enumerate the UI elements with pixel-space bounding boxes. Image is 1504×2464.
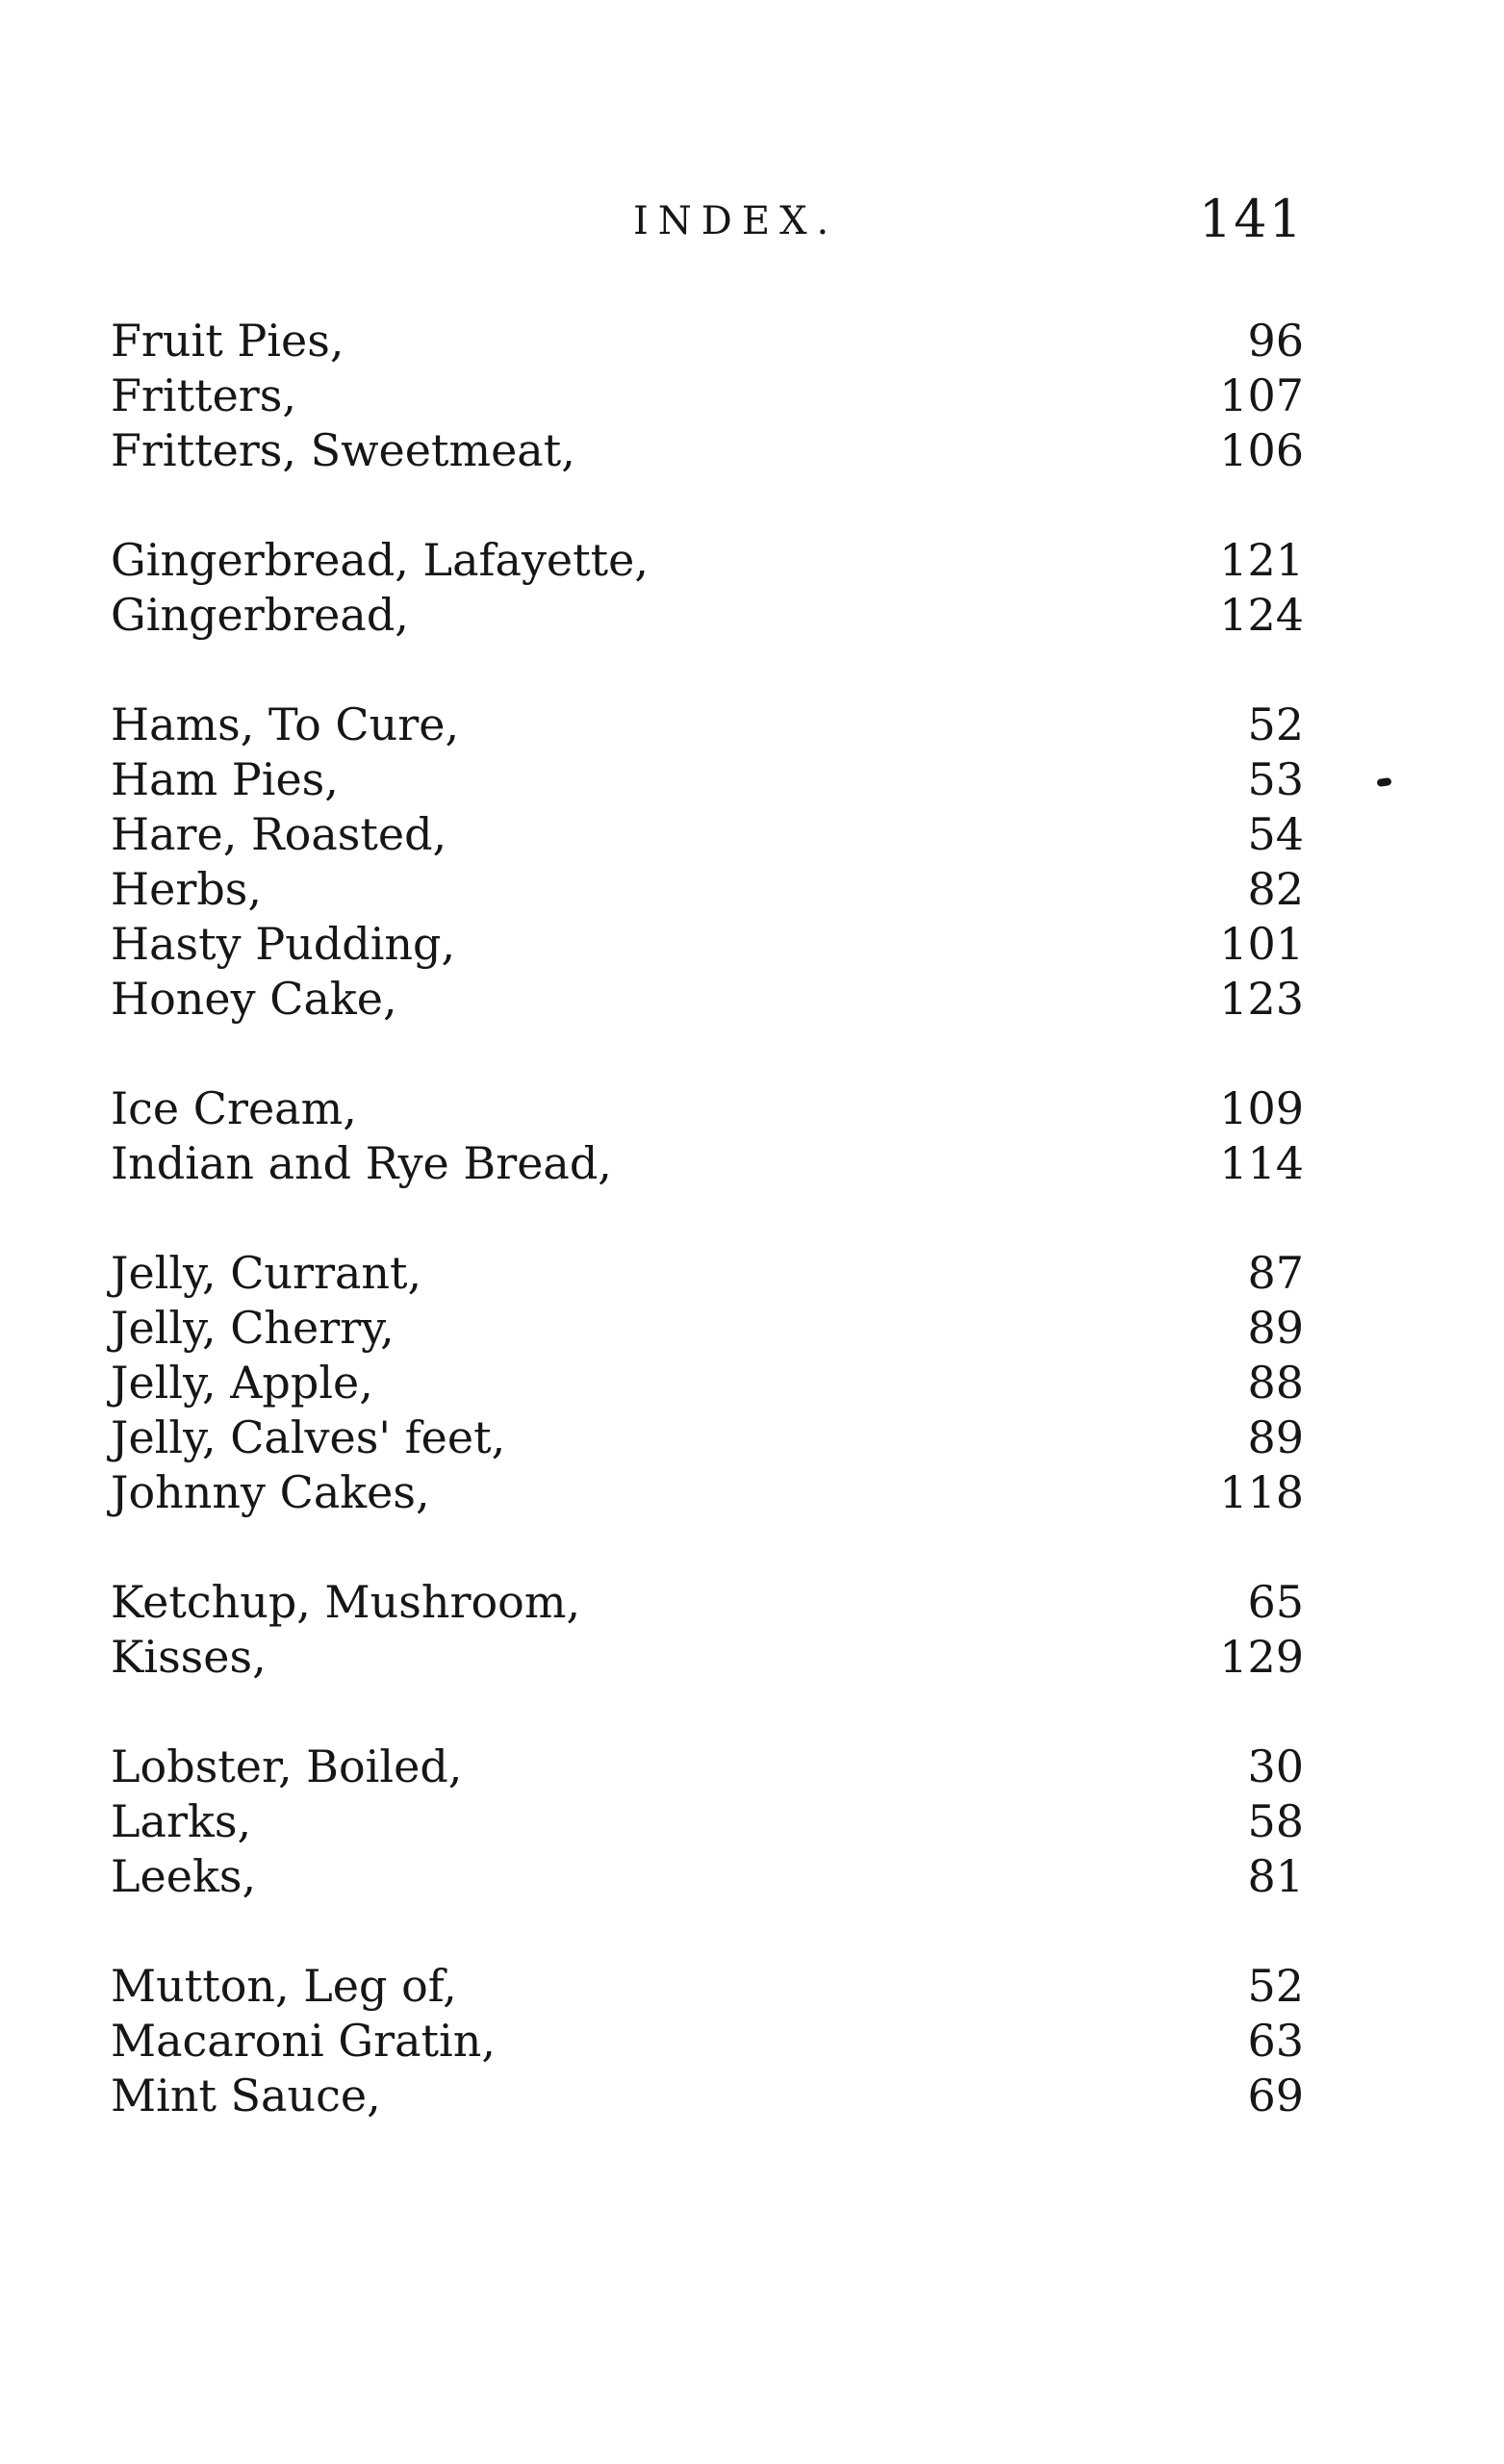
index-entry: [111, 2014, 1304, 2069]
dot-leader: [395, 1301, 1211, 1356]
entry-page-number: 96: [1247, 315, 1304, 367]
entry-label: Ham Pies,: [111, 753, 339, 805]
index-entry: [111, 1465, 1304, 1520]
entry-page-number: 89: [1247, 1302, 1304, 1354]
index-entry: [111, 588, 1304, 643]
entry-page-number: 129: [1219, 1631, 1304, 1683]
index-group-m: [111, 1959, 1304, 2123]
dot-leader: [649, 533, 1211, 588]
dot-leader: [496, 2014, 1211, 2069]
index-group-f: [111, 314, 1304, 478]
entry-page-number: 123: [1219, 973, 1304, 1025]
entry-page-number: 81: [1247, 1850, 1304, 1902]
entry-label: Jelly, Calves' feet,: [111, 1411, 506, 1463]
index-entry: [111, 1849, 1304, 1904]
index-entry: [111, 314, 1304, 368]
index-entry: [111, 1630, 1304, 1685]
entry-label: Mutton, Leg of,: [111, 1960, 457, 2012]
entry-label: Fruit Pies,: [111, 315, 344, 367]
entry-label: Jelly, Currant,: [111, 1247, 422, 1299]
dot-leader: [357, 1081, 1211, 1136]
entry-page-number: 88: [1247, 1357, 1304, 1409]
index-entry: [111, 1959, 1304, 2014]
index-entry: [111, 1410, 1304, 1465]
index-group-g: [111, 533, 1304, 643]
dot-leader: [612, 1136, 1211, 1191]
dot-leader: [381, 2069, 1211, 2123]
dot-leader: [267, 1630, 1211, 1685]
folio-page-number: 141: [1198, 189, 1304, 249]
entry-page-number: 69: [1247, 2070, 1304, 2121]
entry-page-number: 63: [1247, 2015, 1304, 2067]
stray-ink-mark: [1377, 777, 1392, 787]
dot-leader: [455, 917, 1211, 972]
index-entry: [111, 972, 1304, 1027]
entry-page-number: 52: [1247, 699, 1304, 750]
entry-label: Gingerbread, Lafayette,: [111, 534, 649, 586]
dot-leader: [344, 314, 1211, 368]
index-entry: [111, 1246, 1304, 1301]
entry-page-number: 124: [1219, 589, 1304, 641]
index-entry: [111, 698, 1304, 752]
index-entry: [111, 862, 1304, 917]
dot-leader: [421, 1246, 1211, 1301]
entry-page-number: 54: [1247, 808, 1304, 860]
index-entry: [111, 1740, 1304, 1794]
dot-leader: [251, 1794, 1211, 1849]
dot-leader: [462, 1740, 1211, 1794]
index-entry: [111, 1081, 1304, 1136]
dot-leader: [446, 807, 1211, 862]
entry-label: Gingerbread,: [111, 589, 409, 641]
index-entry: [111, 2069, 1304, 2123]
entry-label: Herbs,: [111, 863, 263, 915]
dot-leader: [457, 1959, 1211, 2014]
index-group-j: [111, 1246, 1304, 1520]
entry-page-number: 65: [1247, 1576, 1304, 1628]
entry-page-number: 30: [1247, 1740, 1304, 1792]
entry-label: Fritters, Sweetmeat,: [111, 424, 575, 476]
entry-page-number: 87: [1247, 1247, 1304, 1299]
entry-label: Jelly, Apple,: [111, 1357, 373, 1409]
dot-leader: [459, 698, 1211, 752]
entry-page-number: 101: [1219, 918, 1304, 970]
entry-label: Indian and Rye Bread,: [111, 1137, 612, 1189]
entry-page-number: 106: [1219, 424, 1304, 476]
entry-label: Ketchup, Mushroom,: [111, 1576, 581, 1628]
entry-label: Macaroni Gratin,: [111, 2015, 496, 2067]
index-entry: [111, 1794, 1304, 1849]
dot-leader: [256, 1849, 1211, 1904]
entry-label: Ice Cream,: [111, 1082, 357, 1134]
index-entry: [111, 1575, 1304, 1630]
entry-label: Leeks,: [111, 1850, 257, 1902]
dot-leader: [296, 368, 1211, 423]
entry-label: Kisses,: [111, 1631, 267, 1683]
index-entry-list: [111, 314, 1304, 2123]
dot-leader: [373, 1356, 1211, 1410]
index-entry: [111, 533, 1304, 588]
entry-label: Honey Cake,: [111, 973, 397, 1025]
index-entry: [111, 752, 1304, 807]
index-group-l: [111, 1740, 1304, 1904]
entry-label: Hasty Pudding,: [111, 918, 456, 970]
dot-leader: [397, 972, 1211, 1027]
index-group-h: [111, 698, 1304, 1027]
dot-leader: [262, 862, 1211, 917]
entry-page-number: 114: [1219, 1137, 1304, 1189]
entry-page-number: 107: [1219, 369, 1304, 421]
entry-label: Hare, Roasted,: [111, 808, 447, 860]
entry-label: Mint Sauce,: [111, 2070, 381, 2121]
index-entry: [111, 807, 1304, 862]
entry-label: Larks,: [111, 1795, 252, 1847]
index-entry: [111, 423, 1304, 478]
entry-label: Johnny Cakes,: [111, 1466, 430, 1518]
index-group-k: [111, 1575, 1304, 1685]
entry-label: Fritters,: [111, 369, 297, 421]
entry-label: Lobster, Boiled,: [111, 1740, 463, 1792]
index-entry: [111, 917, 1304, 972]
dot-leader: [339, 752, 1211, 807]
entry-label: Jelly, Cherry,: [111, 1302, 395, 1354]
index-entry: [111, 368, 1304, 423]
entry-page-number: 89: [1247, 1411, 1304, 1463]
index-entry: [111, 1356, 1304, 1410]
index-entry: [111, 1301, 1304, 1356]
entry-label: Hams, To Cure,: [111, 699, 460, 750]
page-header-title: INDEX.: [633, 199, 839, 243]
entry-page-number: 58: [1247, 1795, 1304, 1847]
entry-page-number: 109: [1219, 1082, 1304, 1134]
entry-page-number: 121: [1219, 534, 1304, 586]
dot-leader: [409, 588, 1211, 643]
dot-leader: [575, 423, 1211, 478]
dot-leader: [430, 1465, 1211, 1520]
entry-page-number: 82: [1247, 863, 1304, 915]
dot-leader: [580, 1575, 1211, 1630]
dot-leader: [505, 1410, 1211, 1465]
entry-page-number: 52: [1247, 1960, 1304, 2012]
index-group-i: [111, 1081, 1304, 1191]
entry-page-number: 118: [1219, 1466, 1304, 1518]
index-entry: [111, 1136, 1304, 1191]
entry-page-number: 53: [1247, 753, 1304, 805]
